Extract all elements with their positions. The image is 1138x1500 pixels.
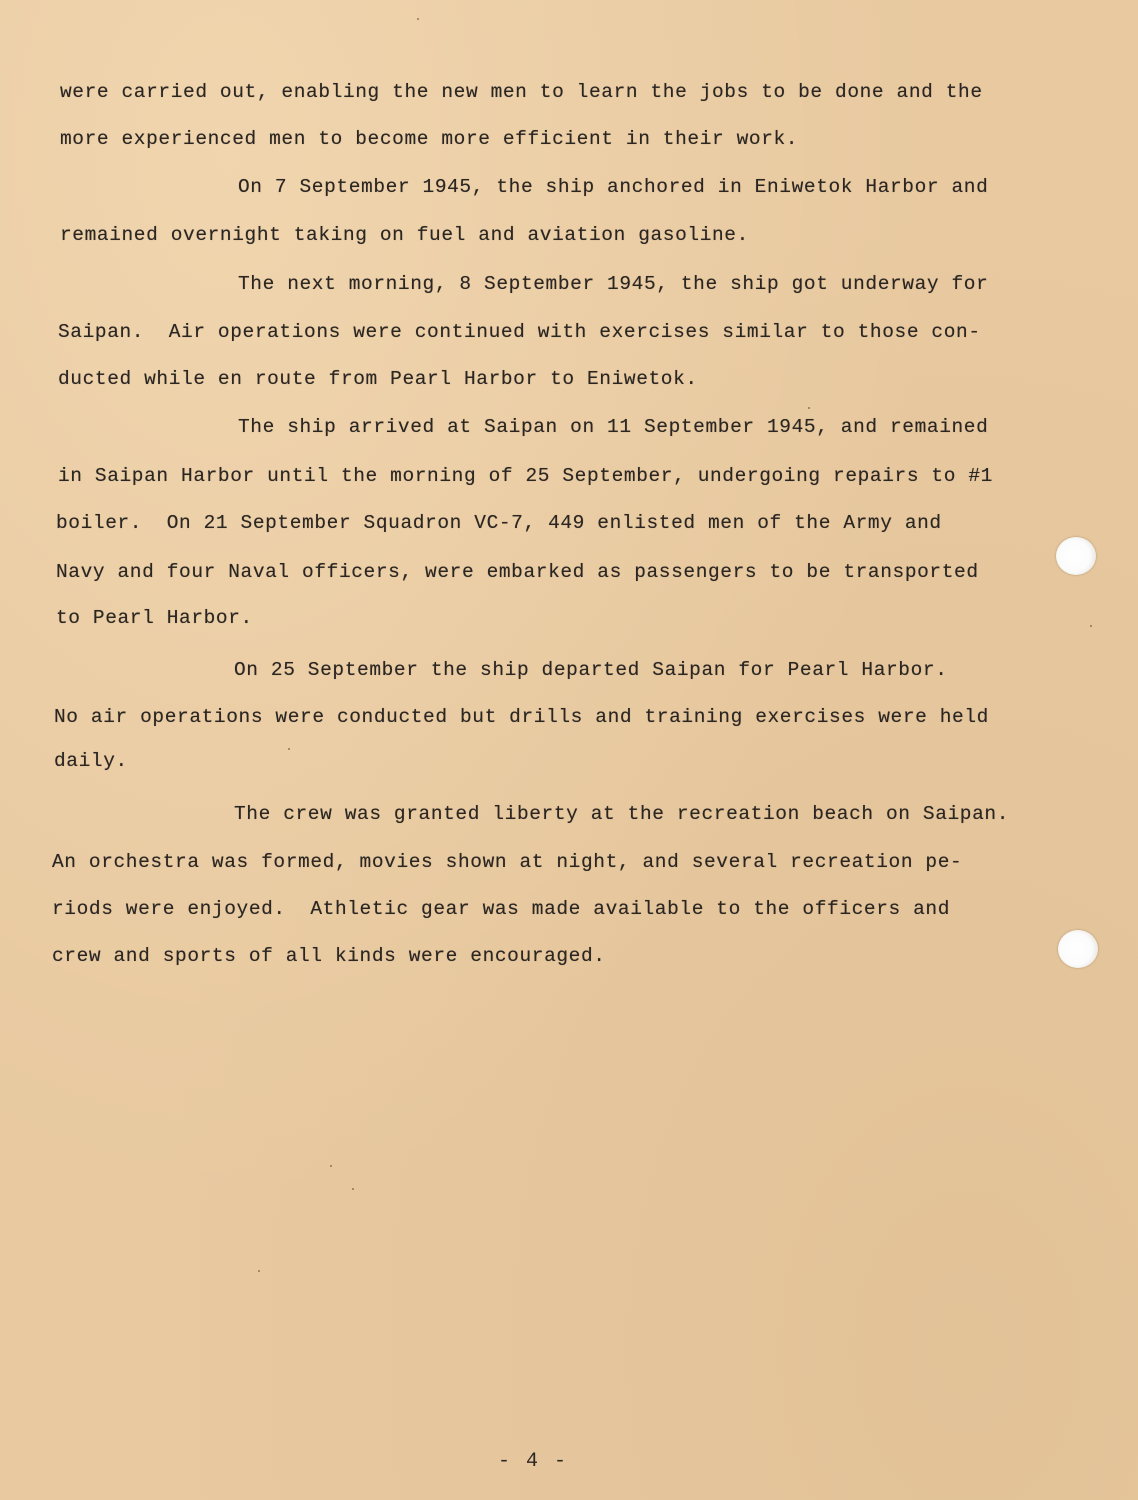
text-line: crew and sports of all kinds were encouraged. bbox=[52, 945, 606, 967]
text-line: No air operations were conducted but drills and training exercises were held bbox=[54, 706, 989, 728]
text-line: in Saipan Harbor until the morning of 25 September, undergoing repairs to #1 bbox=[58, 465, 993, 487]
paper-speck bbox=[1090, 625, 1092, 627]
text-line: The crew was granted liberty at the recreation beach on Saipan. bbox=[234, 803, 1010, 825]
paper-speck bbox=[330, 1165, 332, 1167]
text-line: to Pearl Harbor. bbox=[56, 607, 253, 629]
text-line: Saipan. Air operations were continued with exercises similar to those con- bbox=[58, 321, 981, 343]
punch-hole bbox=[1056, 537, 1096, 575]
text-line: daily. bbox=[54, 750, 128, 772]
paper-speck bbox=[352, 1188, 354, 1190]
text-line: An orchestra was formed, movies shown at night, and several recreation pe- bbox=[52, 851, 963, 873]
text-line: riods were enjoyed. Athletic gear was made available to the officers and bbox=[52, 898, 951, 920]
text-line: On 25 September the ship departed Saipan for Pearl Harbor. bbox=[234, 659, 948, 681]
text-line: were carried out, enabling the new men to learn the jobs to be done and the bbox=[60, 81, 983, 103]
text-line: The ship arrived at Saipan on 11 September 1945, and remained bbox=[238, 416, 989, 438]
paper-speck bbox=[288, 748, 290, 750]
text-line: boiler. On 21 September Squadron VC-7, 449 enlisted men of the Army and bbox=[56, 512, 942, 534]
text-line: Navy and four Naval officers, were embarked as passengers to be transported bbox=[56, 561, 979, 583]
text-line: remained overnight taking on fuel and aviation gasoline. bbox=[60, 224, 749, 246]
text-line: ducted while en route from Pearl Harbor to Eniwetok. bbox=[58, 368, 698, 390]
punch-hole bbox=[1058, 930, 1098, 968]
text-line: On 7 September 1945, the ship anchored in Eniwetok Harbor and bbox=[238, 176, 989, 198]
text-line: The next morning, 8 September 1945, the ship got underway for bbox=[238, 273, 989, 295]
paper-speck bbox=[808, 407, 810, 409]
text-line: more experienced men to become more efficient in their work. bbox=[60, 128, 799, 150]
paper-speck bbox=[258, 1270, 260, 1272]
page-number: - 4 - bbox=[498, 1450, 569, 1473]
paper-speck bbox=[417, 18, 419, 20]
